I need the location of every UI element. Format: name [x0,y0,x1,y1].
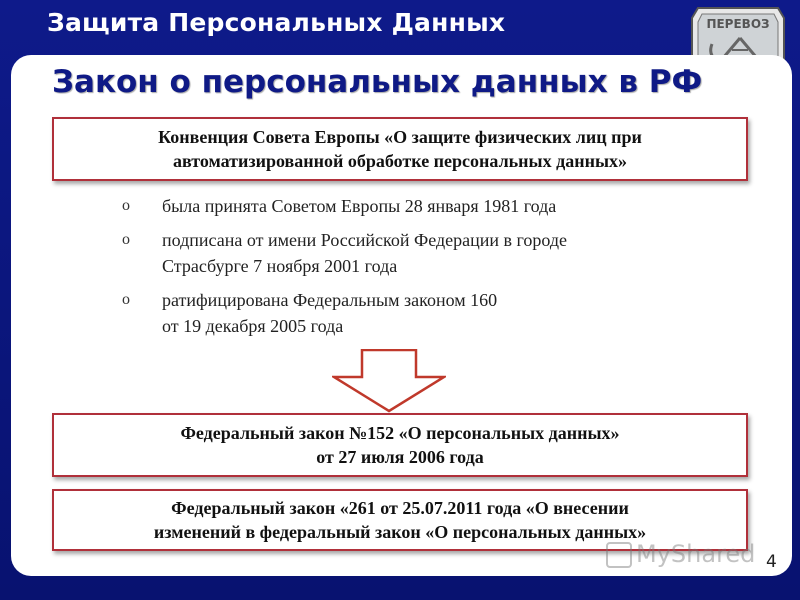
law-152-box [52,413,748,477]
list-item-line1: ратифицирована Федеральным законом 160 [162,290,498,310]
bullet-marker-icon: o [122,231,130,248]
watermark-icon [606,542,632,568]
convention-box [52,117,748,181]
watermark-text: MyShared [636,540,756,568]
bullet-marker-icon: o [122,291,130,308]
law-152-line2: от 27 июля 2006 года [316,447,484,467]
watermark [606,540,755,568]
convention-box-line2: автоматизированной обработке персональных данных» [172,151,628,171]
list-item-line1: была принята Советом Европы 28 января 1981 года [162,196,557,216]
list-item-line2: Страсбурге 7 ноября 2001 года [162,256,398,276]
list-item [122,193,722,219]
page-title: Закон о персональных данных в РФ [52,64,703,100]
convention-box-line1: Конвенция Совета Европы «О защите физических лиц при [158,127,642,147]
law-152-line1: Федеральный закон №152 «О персональных данных» [180,423,620,443]
logo-text-top: ПЕРЕВОЗ [706,17,770,31]
convention-facts-list [122,193,722,347]
down-arrow-icon [332,349,446,413]
bullet-marker-icon: o [122,197,130,214]
page-number: 4 [766,552,777,572]
list-item-line1: подписана от имени Российской Федерации в городе [162,230,568,250]
law-261-line1: Федеральный закон «261 от 25.07.2011 года «О внесении [171,498,629,518]
list-item [122,287,722,339]
list-item [122,227,722,279]
header-title: Защита Персональных Данных [47,8,506,37]
list-item-line2: от 19 декабря 2005 года [162,316,344,336]
law-261-line2: изменений в федеральный закон «О персональных данных» [153,522,647,542]
